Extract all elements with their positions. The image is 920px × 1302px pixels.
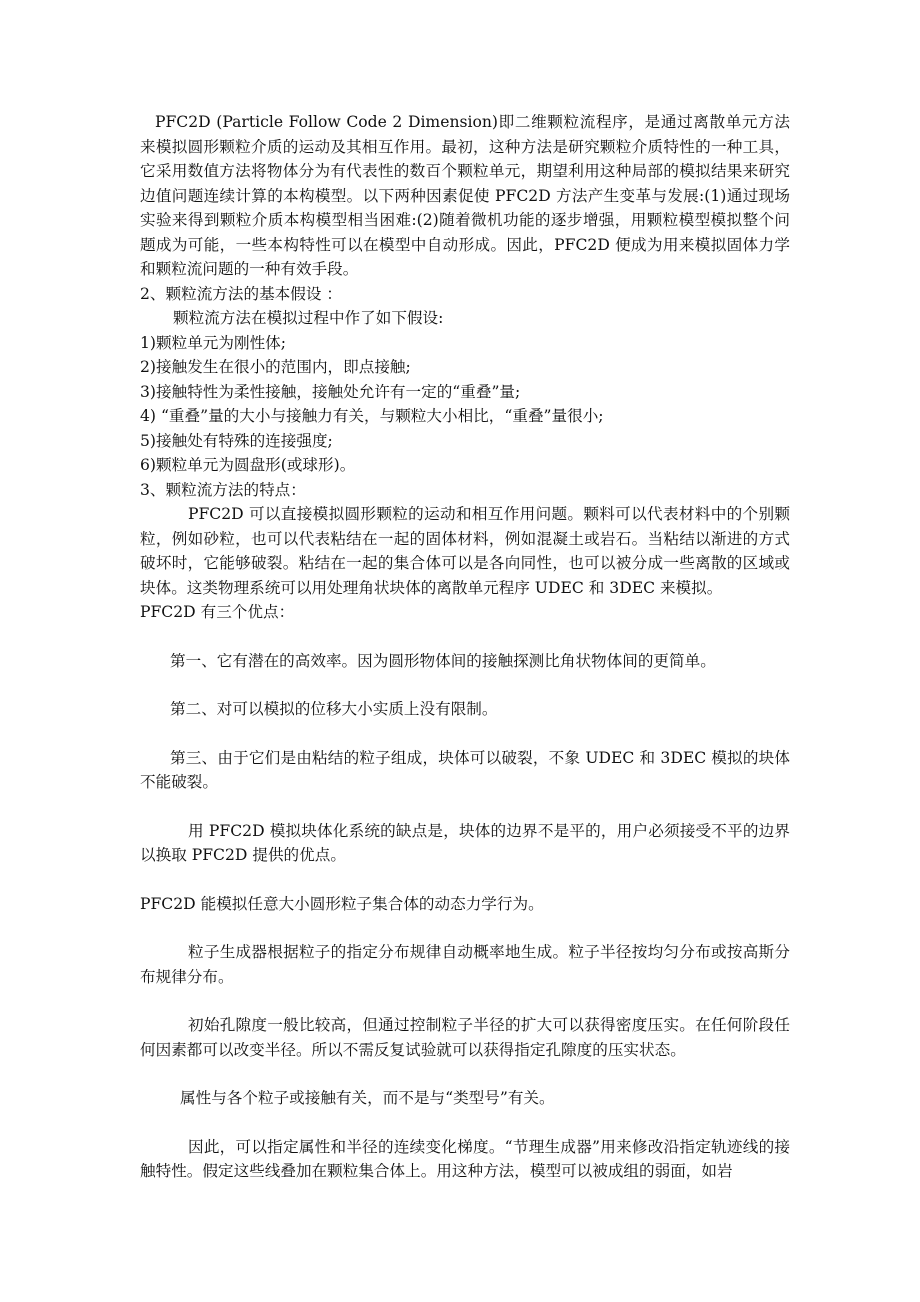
assumption-item: 4) “重叠”量的大小与接触力有关，与颗粒大小相比，“重叠”量很小; [140,407,604,425]
assumption-list [140,331,790,478]
assumption-item: 5)接触处有特殊的连接强度; [140,431,333,450]
assumption-item: 3)接触特性为柔性接触，接触处允许有一定的“重叠”量; [140,382,521,401]
assumption-item: 6)颗粒单元为圆盘形(或球形)。 [140,456,356,474]
document-body [140,110,790,1184]
section-3-heading: 3、颗粒流方法的特点： [140,480,306,499]
generator-paragraph: 粒子生成器根据粒子的指定分布规律自动概率地生成。粒子半径按均匀分布或按高斯分布规律分布。 [140,943,790,986]
section-2-heading: 2、颗粒流方法的基本假设 ： [140,284,343,303]
dynamics-paragraph: PFC2D 能模拟任意大小圆形粒子集合体的动态力学行为。 [140,894,544,913]
advantage-first: 第一、它有潜在的高效率。因为圆形物体间的接触探测比角状物体间的更简单。 [170,651,716,670]
advantage-third: 第三、由于它们是由粘结的粒子组成，块体可以破裂，不象 UDEC 和 3DEC 模拟的块体不能破裂。 [140,748,790,791]
section-3-paragraph-tail: PFC2D 有三个优点： [140,603,295,621]
gradient-paragraph: 因此，可以指定属性和半径的连续变化梯度。“节理生成器”用来修改沿指定轨迹线的接触特性。假定这些线叠加在颗粒集合体上。用这种方法，模型可以被成组的弱面，如岩 [140,1137,790,1180]
drawback-paragraph: 用 PFC2D 模拟块体化系统的缺点是，块体的边界不是平的，用户必须接受不平的边界以换取 PFC2D 提供的优点。 [140,821,790,864]
intro-paragraph: PFC2D (Particle Follow Code 2 Dimension)即二维颗粒流程序，是通过离散单元方法来模拟圆形颗粒介质的运动及其相互作用。最初，这种方法是研究颗粒介质特性的一种工具，它采用数值方法将物体分为有代表性的数百个颗粒单元，期望利用这种局部的模拟结果来研究边值问题连续计算的本构模型。以下两种因素促使 PFC2D 方法产生变革与发展:(1)通过现场实验来得到颗粒介质本构模型相当困难:(2)随着微机功能的逐步增强，用颗粒模型模拟整个问题成为可能，一些本构特性可以在模型中自动形成。因此，PFC2D 便成为用来模拟固体力学和颗粒流问题的一种有效手段。 [140,113,790,278]
properties-paragraph: 属性与各个粒子或接触有关，而不是与“类型号”有关。 [180,1089,555,1107]
assumption-item: 1)颗粒单元为刚性体; [140,333,287,352]
section-3-paragraph: PFC2D 可以直接模拟圆形颗粒的运动和相互作用问题。颗料可以代表材料中的个别颗粒，例如砂粒，也可以代表粘结在一起的固体材料，例如混凝土或岩石。当粘结以渐进的方式破坏时，它能够破裂。粘结在一起的集合体可以是各向同性，也可以被分成一些离散的区域或块体。这类物理系统可以用处理角状块体的离散单元程序 UDEC 和 3DEC 来模拟。 [140,505,790,597]
assumption-item: 2)接触发生在很小的范围内，即点接触; [140,358,411,376]
section-2-lead: 颗粒流方法在模拟过程中作了如下假设: [173,309,444,327]
porosity-paragraph: 初始孔隙度一般比较高，但通过控制粒子半径的扩大可以获得密度压实。在任何阶段任何因素都可以改变半径。所以不需反复试验就可以获得指定孔隙度的压实状态。 [140,1016,790,1059]
advantage-second: 第二、对可以模拟的位移大小实质上没有限制。 [170,700,498,718]
